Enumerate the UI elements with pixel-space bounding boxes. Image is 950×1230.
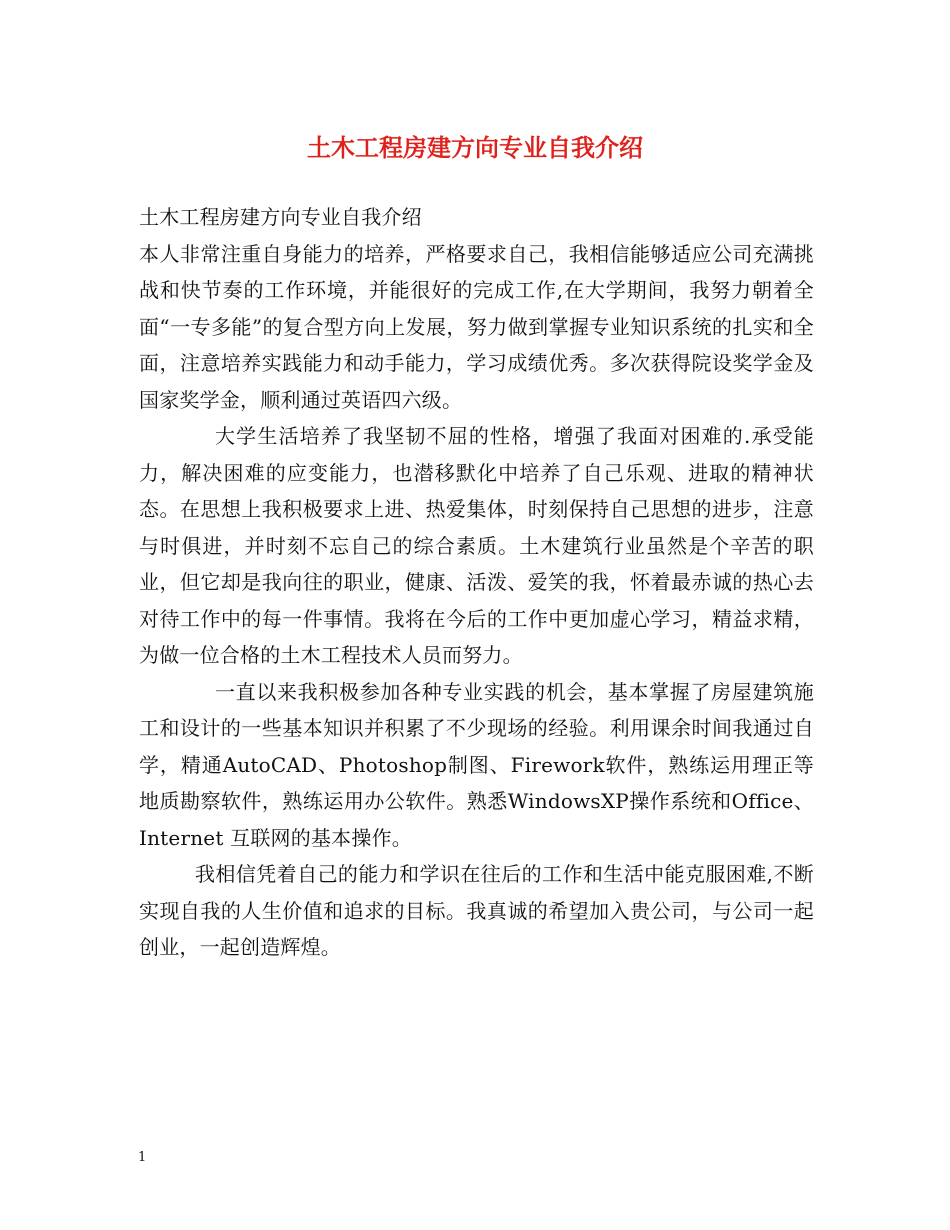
paragraph-2: 大学生活培养了我坚韧不屈的性格，增强了我面对困难的.承受能力，解决困难的应变能力，也潜移默化中培养了自己乐观、进取的精神状态。在思想上我积极要求上进、热爱集体，时刻保持自己思想的进步，注意与时俱进，并时刻不忘自己的综合素质。土木建筑行业虽然是个辛苦的职业，但它却是我向往的职业，健康、活泼、爱笑的我，怀着最赤诚的热心去对待工作中的每一件事情。我将在今后的工作中更加虚心学习，精益求精，为做一位合格的土木工程技术人员而努力。: [139, 424, 814, 667]
document-body: [139, 199, 814, 966]
page-number: 1: [138, 1150, 147, 1165]
paragraph-3: 一直以来我积极参加各种专业实践的机会，基本掌握了房屋建筑施工和设计的一些基本知识并积累了不少现场的经验。利用课余时间我通过自学，精通AutoCAD、Photoshop制图、Firework软件，熟练运用理正等地质勘察软件，熟练运用办公软件。熟悉WindowsXP操作系统和Office、Internet 互联网的基本操作。: [139, 679, 814, 850]
paragraph-1: 本人非常注重自身能力的培养，严格要求自己，我相信能够适应公司充满挑战和快节奏的工作环境，并能很好的完成工作,在大学期间，我努力朝着全面“一专多能”的复合型方向上发展，努力做到掌握专业知识系统的扎实和全面，注意培养实践能力和动手能力，学习成绩优秀。多次获得院设奖学金及国家奖学金，顺利通过英语四六级。: [139, 241, 814, 412]
body-heading-line: 土木工程房建方向专业自我介绍: [139, 205, 422, 229]
document-title: 土木工程房建方向专业自我介绍: [307, 133, 643, 162]
paragraph-4: 我相信凭着自己的能力和学识在往后的工作和生活中能克服困难,不断实现自我的人生价值和追求的目标。我真诚的希望加入贵公司，与公司一起创业，一起创造辉煌。: [139, 862, 814, 959]
